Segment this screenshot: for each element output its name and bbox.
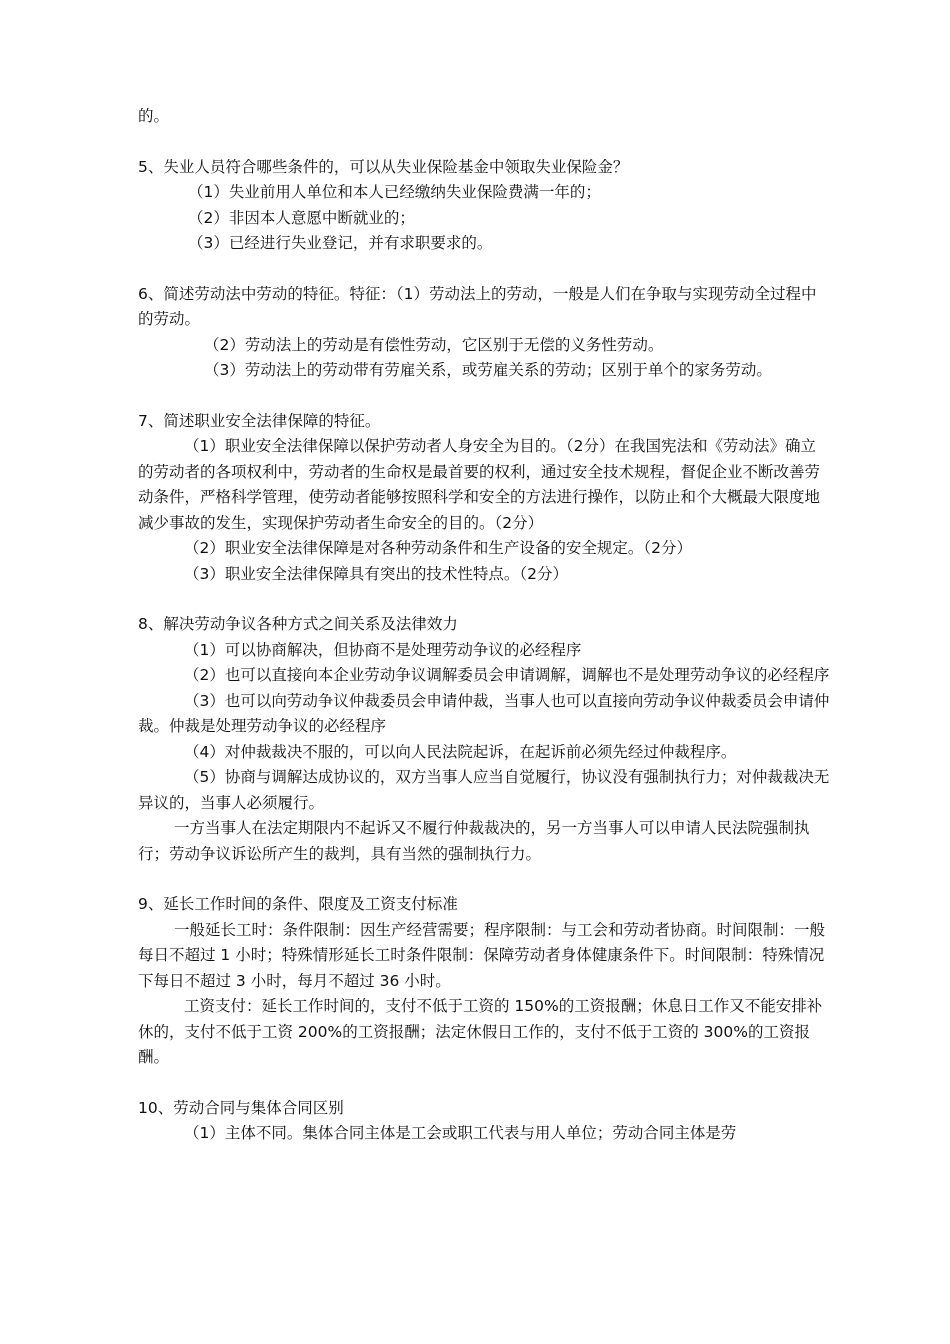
q5-item-3: （3）已经进行失业登记，并有求职要求的。: [188, 234, 493, 252]
document-body: [138, 104, 830, 1147]
q7-item-3: （3）职业安全法律保障具有突出的技术性特点。（2分）: [184, 564, 568, 583]
section-q5: [138, 155, 830, 257]
q5-item-2: （2）非因本人意愿中断就业的；: [188, 208, 415, 227]
q8-summary: 一方当事人在法定期限内不起诉又不履行仲裁裁决的，另一方当事人可以申请人民法院强制执行；劳动争议诉讼所产生的裁判，具有当然的强制执行力。: [138, 819, 810, 863]
q10-title: 10、劳动合同与集体合同区别: [138, 1098, 344, 1117]
q8-item-4: （4）对仲裁裁决不服的，可以向人民法院起诉，在起诉前必须先经过仲裁程序。: [184, 742, 737, 761]
section-q9: [138, 892, 830, 1071]
q8-item-5: （5）协商与调解达成协议的，双方当事人应当自觉履行，协议没有强制执行力；对仲裁裁决无异议的，当事人必须履行。: [138, 768, 830, 812]
section-q10: [138, 1096, 830, 1147]
q6-item-2: （2）劳动法上的劳动是有偿性劳动，它区别于无偿的义务性劳动。: [204, 335, 664, 354]
section-q7: [138, 409, 830, 588]
q8-item-2: （2）也可以直接向本企业劳动争议调解委员会申请调解，调解也不是处理劳动争议的必经程序: [184, 666, 830, 684]
q8-item-3: （3）也可以向劳动争议仲裁委员会申请仲裁，当事人也可以直接向劳动争议仲裁委员会申请仲裁。仲裁是处理劳动争议的必经程序: [138, 691, 830, 735]
q6-title: 6、简述劳动法中劳动的特征。特征：（1）劳动法上的劳动，一般是人们在争取与实现劳动全过程中的劳动。: [138, 284, 817, 328]
q5-title: 5、失业人员符合哪些条件的，可以从失业保险基金中领取失业保险金？: [138, 157, 629, 176]
q7-item-2: （2）职业安全法律保障是对各种劳动条件和生产设备的安全规定。（2分）: [184, 539, 692, 557]
q5-item-1: （1）失业前用人单位和本人已经缴纳失业保险费满一年的；: [188, 183, 601, 201]
continued-text: 的。: [138, 107, 170, 125]
q9-overtime-limits: 一般延长工时：条件限制：因生产经营需要；程序限制：与工会和劳动者协商。时间限制：一般每日不超过 1 小时；特殊情形延长工时条件限制：保障劳动者身体健康条件下。时间限制：特殊情况下每日不超过 3 小时，每月不超过 36 小时。: [138, 920, 826, 990]
q9-title: 9、延长工作时间的条件、限度及工资支付标准: [138, 895, 458, 913]
q6-item-3: （3）劳动法上的劳动带有劳雇关系，或劳雇关系的劳动；区别于单个的家务劳动。: [204, 361, 772, 379]
q8-item-1: （1）可以协商解决，但协商不是处理劳动争议的必经程序: [184, 640, 582, 659]
q7-item-1: （1）职业安全法律保障以保护劳动者人身安全为目的。（2分）在我国宪法和《劳动法》确立的劳动者的各项权利中，劳动者的生命权是最首要的权利，通过安全技术规程，督促企业不断改善劳动条件，严格科学管理，使劳动者能够按照科学和安全的方法进行操作，以防止和个大概最大限度地减少事故的发生，实现保护劳动者生命安全的目的。（2分）: [138, 437, 821, 532]
section-q6: [138, 282, 830, 384]
q8-title: 8、解决劳动争议各种方式之间关系及法律效力: [138, 615, 458, 633]
q10-item-1: （1）主体不同。集体合同主体是工会或职工代表与用人单位；劳动合同主体是劳: [184, 1124, 737, 1142]
q7-title: 7、简述职业安全法律保障的特征。: [138, 411, 381, 430]
q9-wage-payment: 工资支付：延长工作时间的，支付不低于工资的 150%的工资报酬；休息日工作又不能安排补休的，支付不低于工资 200%的工资报酬；法定休假日工作的，支付不低于工资的 300%的工资报酬。: [138, 997, 823, 1066]
section-q8: [138, 612, 830, 867]
